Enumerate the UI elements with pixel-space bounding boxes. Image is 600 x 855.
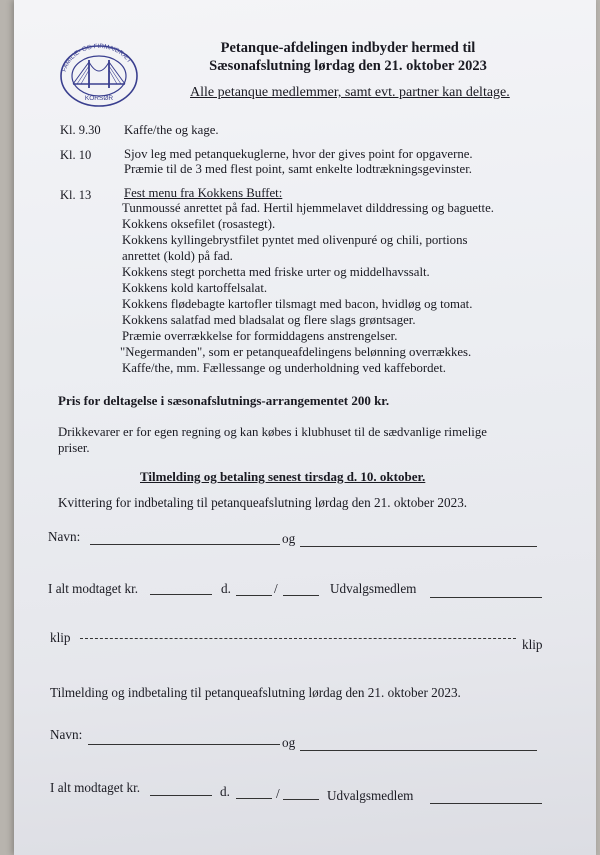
date-slash: /: [274, 581, 278, 596]
signup-committee-field[interactable]: [430, 803, 542, 804]
time-label: Kl. 13: [60, 188, 92, 202]
price-text: Pris for deltagelse i sæsonafslutnings-arrangementet 200 kr.: [58, 393, 390, 408]
amount-field[interactable]: [150, 594, 212, 595]
menu-item: "Negermanden", som er petanqueafdelingens belønning overrækkes.: [120, 345, 472, 359]
deadline-text: Tilmelding og betaling senest tirsdag d. 10. oktober.: [140, 469, 426, 484]
received-label: I alt modtaget kr.: [50, 780, 141, 795]
logo-bottom-text: KORSØR: [84, 95, 114, 102]
schedule-line: Sjov leg med petanquekuglerne, hvor der gives point for opgaverne.: [124, 147, 473, 161]
committee-field[interactable]: [430, 597, 542, 598]
club-logo: [55, 40, 143, 108]
drinks-text: Drikkevarer er for egen regning og kan købes i klubhuset til de sædvanlige rimelige: [58, 425, 487, 439]
menu-item: Kaffe/the, mm. Fællessange og underholdning ved kaffebordet.: [122, 361, 446, 375]
logo-top-text: FAMILIE- OG FIRMAIDRÆT: [60, 42, 133, 73]
time-label: Kl. 10: [60, 148, 92, 162]
cut-dashed-line: [80, 638, 516, 639]
name-field-2[interactable]: [300, 546, 537, 547]
schedule-line: Præmie til de 3 med flest point, samt enkelte lodtrækningsgevinster.: [124, 162, 472, 176]
date-label: d.: [221, 581, 231, 596]
committee-label: Udvalgsmedlem: [327, 788, 414, 803]
signup-month-field[interactable]: [283, 799, 319, 800]
signup-day-field[interactable]: [236, 798, 272, 799]
signup-title: Tilmelding og indbetaling til petanqueafslutning lørdag den 21. oktober 2023.: [50, 685, 461, 700]
receipt-title: Kvittering for indbetaling til petanqueafslutning lørdag den 21. oktober 2023.: [58, 495, 468, 510]
cut-label-right: klip: [522, 637, 543, 652]
menu-item: Kokkens salatfad med bladsalat og flere slags grøntsager.: [122, 313, 416, 327]
signup-name-field-1[interactable]: [88, 744, 280, 745]
menu-heading: Fest menu fra Kokkens Buffet:: [124, 186, 283, 200]
received-label: I alt modtaget kr.: [48, 581, 139, 596]
menu-item: Kokkens kyllingebrystfilet pyntet med olivenpuré og chili, portions: [122, 233, 468, 247]
header-line-1: Petanque-afdelingen indbyder hermed til: [220, 40, 476, 56]
menu-item: Kokkens flødebagte kartofler tilsmagt med bacon, hvidløg og tomat.: [122, 297, 473, 311]
name-label: Navn:: [50, 727, 83, 742]
signup-amount-field[interactable]: [150, 795, 212, 796]
name-field-1[interactable]: [90, 544, 280, 545]
date-slash: /: [276, 786, 280, 801]
day-field[interactable]: [236, 595, 272, 596]
month-field[interactable]: [283, 595, 319, 596]
header-line-2: Sæsonafslutning lørdag den 21. oktober 2023: [209, 58, 487, 74]
menu-item: Tunmoussé anrettet på fad. Hertil hjemmelavet dilddressing og baguette.: [122, 201, 494, 215]
og-label: og: [282, 531, 296, 546]
schedule-line: Kaffe/the og kage.: [124, 123, 219, 137]
header-subtitle: Alle petanque medlemmer, samt evt. partner kan deltage.: [190, 85, 510, 100]
drinks-text: priser.: [58, 441, 90, 455]
signup-name-field-2[interactable]: [300, 750, 537, 751]
time-label: Kl. 9.30: [60, 123, 101, 137]
og-label: og: [282, 735, 296, 750]
bridge-logo-icon: [55, 40, 143, 108]
menu-item: anrettet (kold) på fad.: [122, 249, 233, 263]
cut-label-left: klip: [50, 630, 71, 645]
menu-item: Kokkens stegt porchetta med friske urter og middelhavssalt.: [122, 265, 430, 279]
menu-item: Kokkens kold kartoffelsalat.: [122, 281, 268, 295]
menu-item: Præmie overrækkelse for formiddagens anstrengelser.: [122, 329, 398, 343]
committee-label: Udvalgsmedlem: [330, 581, 417, 596]
date-label: d.: [220, 784, 230, 799]
menu-item: Kokkens oksefilet (rosastegt).: [122, 217, 276, 231]
name-label: Navn:: [48, 529, 81, 544]
